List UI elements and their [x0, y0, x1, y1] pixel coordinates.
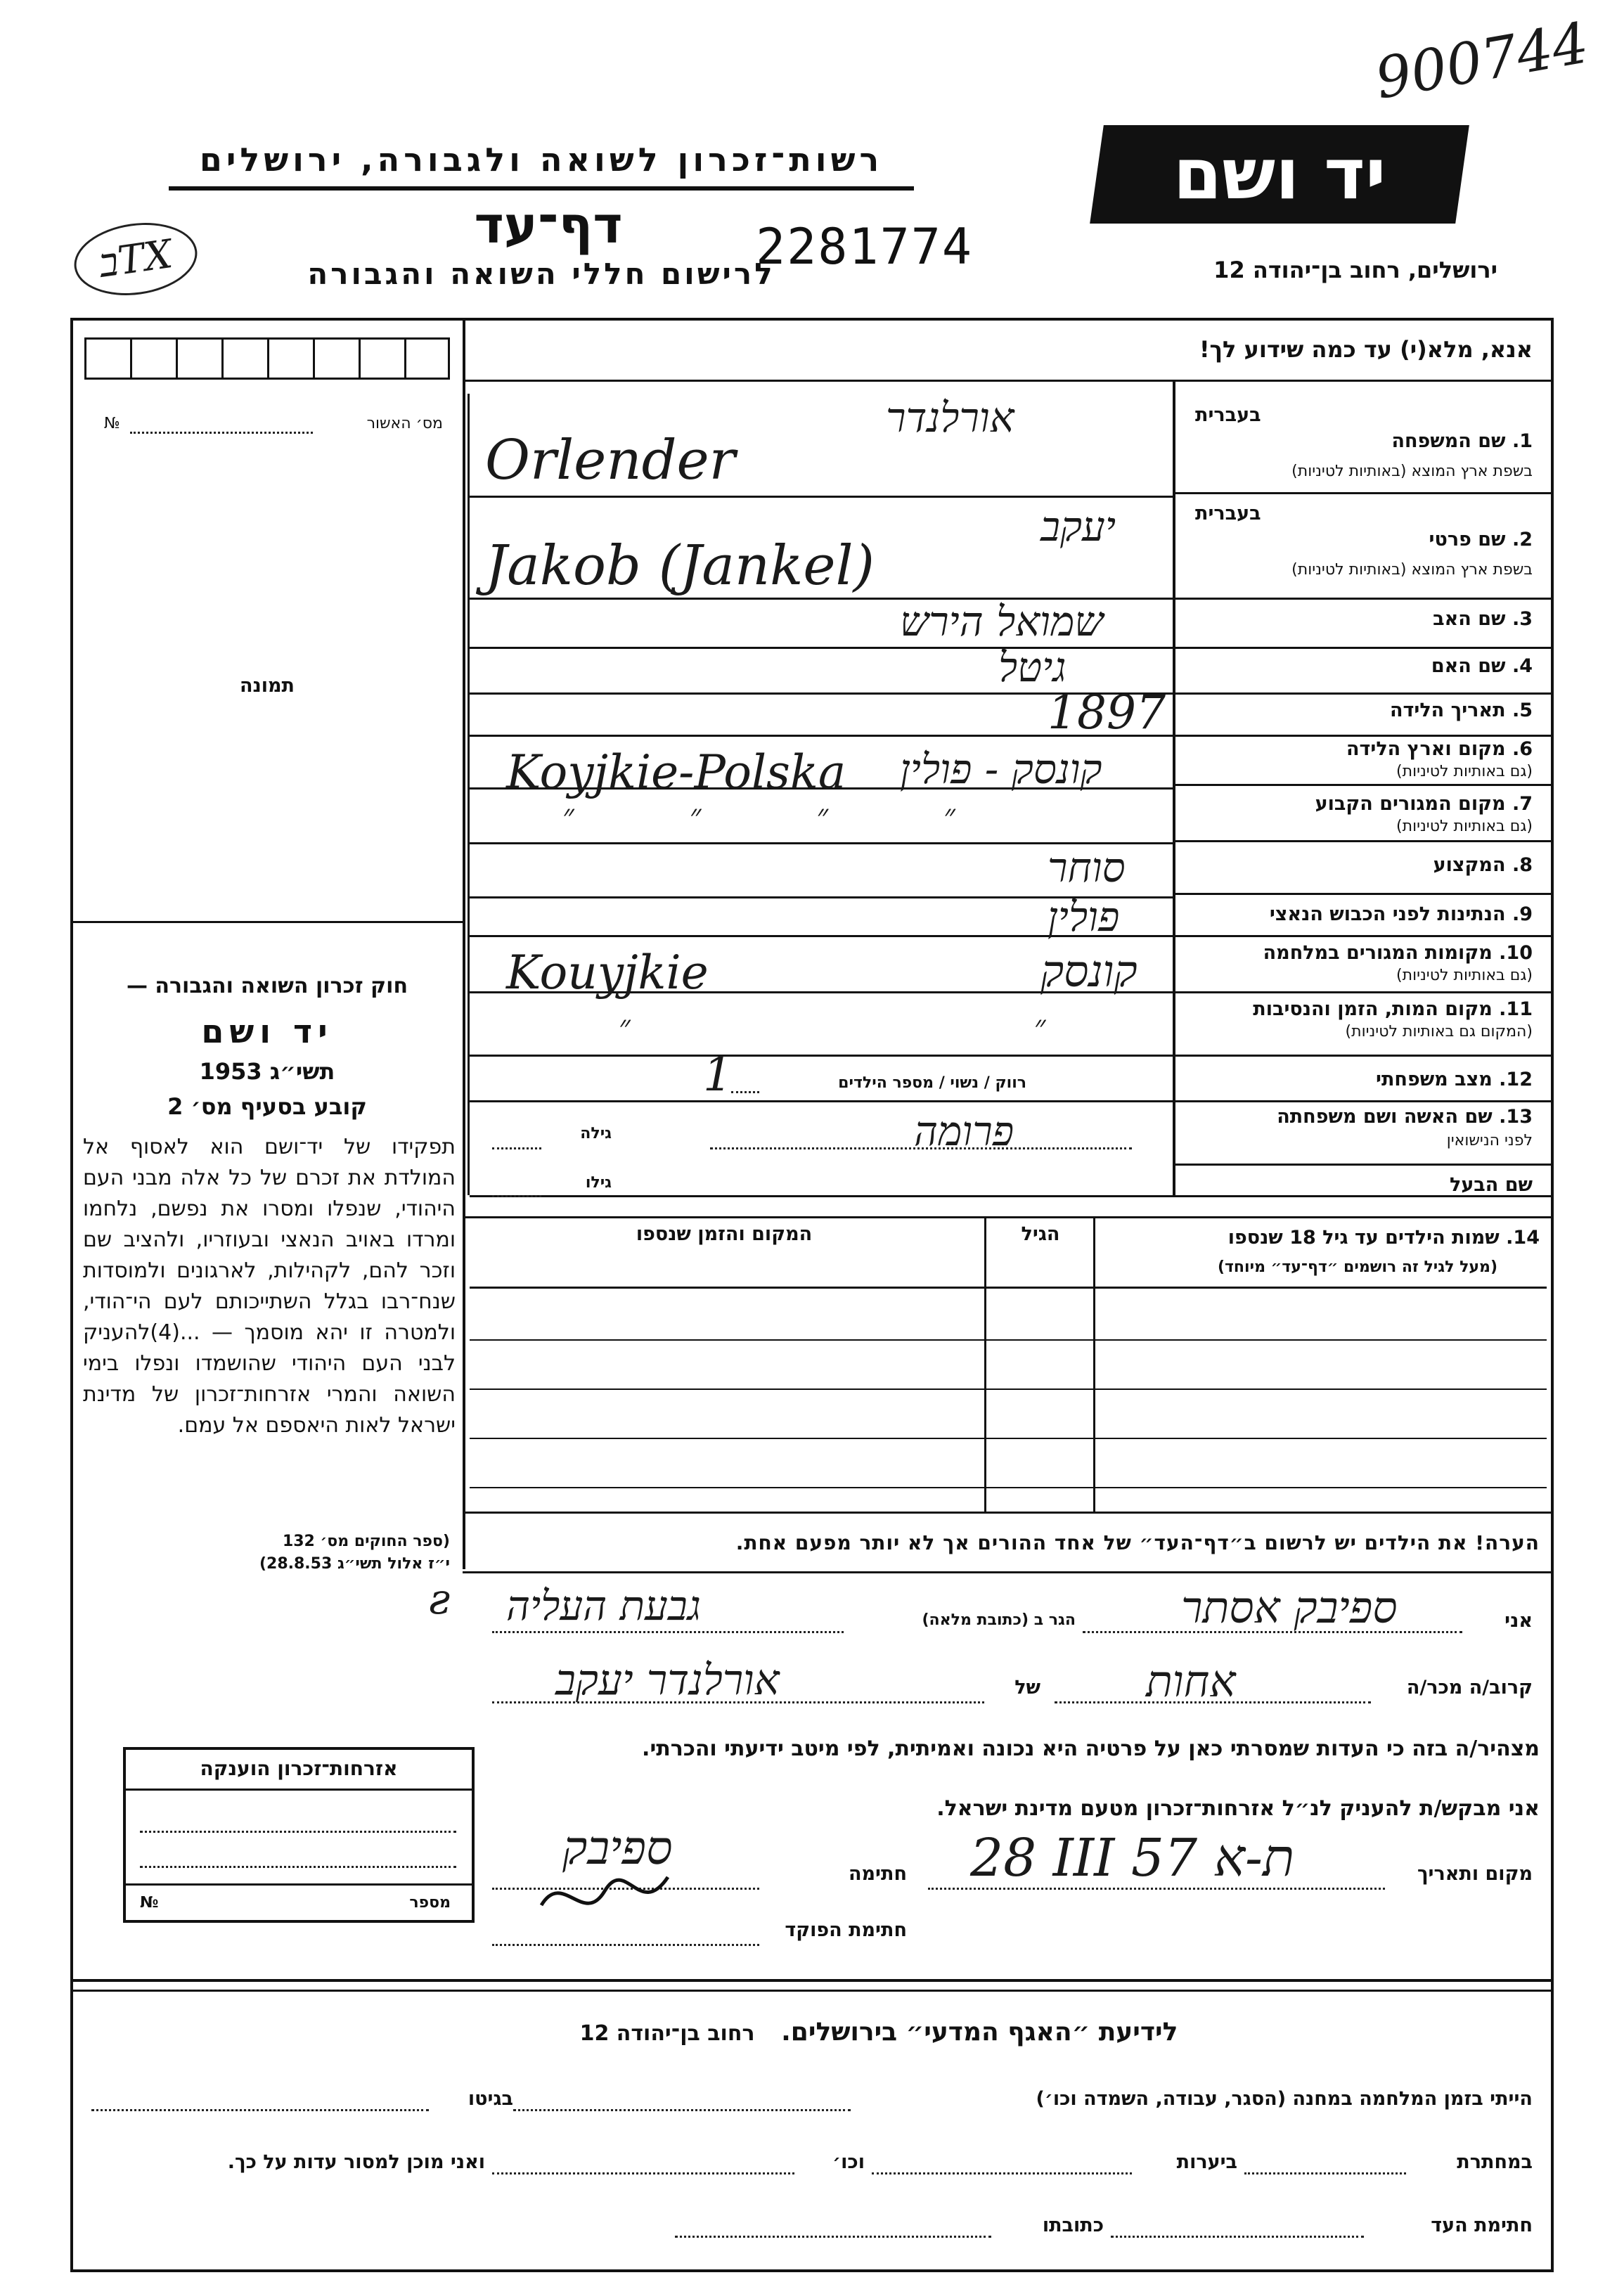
law-source-1: (ספר החוקים מס׳ 132: [282, 1533, 450, 1550]
field-4-label: 4. שם האם: [1431, 655, 1533, 677]
relation-value: אחות: [1146, 1656, 1236, 1707]
yad-vashem-logo: יד ושם: [1090, 125, 1469, 224]
field-3-label: 3. שם האב: [1433, 608, 1533, 630]
bottom-line2-b: ביערות: [1176, 2151, 1237, 2173]
citizenship-number-prefix: №: [140, 1894, 159, 1912]
husband-name-label: שם הבעל: [1449, 1174, 1533, 1196]
field-10-sub: (גם באותיות לטיניות): [1396, 967, 1533, 984]
children-place-header: המקום והזמן שנספו: [636, 1223, 813, 1245]
field-9-label: 9. הנתינות לפני הכבוש הנאצי: [1269, 903, 1533, 925]
field-11-sub: (המקום גם באותיות לטיניות): [1345, 1023, 1533, 1040]
husband-age-label: גילו: [585, 1174, 612, 1192]
org-underline: [169, 186, 914, 191]
note: הערה! את הילדים יש לרשום ב״דף־העד״ של אחד ההורים אך לא יותר מפעם אחת.: [735, 1531, 1540, 1554]
citizenship-number-label: מספר: [409, 1894, 451, 1912]
field-6-label: 6. מקום וארץ הלידה: [1346, 738, 1533, 760]
children-label: 14. שמות הילדים עד גיל 18 שנספו: [1227, 1227, 1540, 1249]
bottom-line2-c: וכו׳: [832, 2151, 865, 2173]
bottom-line3-a: חתימת העד: [1431, 2215, 1533, 2236]
handwritten-archive-number: 900744: [1370, 10, 1593, 112]
field-13-age-label: גילה: [580, 1125, 612, 1142]
field-6-sub: (גם באותיות לטיניות): [1396, 763, 1533, 780]
citizenship-box: [123, 1747, 475, 1923]
bottom-line1-label: הייתי בזמן המלחמה במחנה (הסגר, עבודה, השמדה וכו׳): [1036, 2088, 1533, 2110]
form-title: דף־עד: [474, 195, 623, 254]
field-7-label: 7. מקום המגורים הקבוע: [1315, 793, 1533, 815]
field-13-value: פרומה: [914, 1107, 1014, 1155]
signature-value: ספיבק: [562, 1821, 673, 1875]
field-2-label: 2. שם פרטי: [1429, 529, 1533, 550]
law-source-2: י״ז אלול תשי״ג 28.8.53): [259, 1555, 450, 1573]
org-line: רשות־זכרון לשואה ולגבורה, ירושלים: [199, 141, 884, 179]
children-age-header: הגיל: [1021, 1223, 1060, 1245]
declarant-name: ספיבק אסתר: [1181, 1582, 1398, 1633]
margin-note: בTX: [70, 215, 202, 303]
bottom-heading: לידיעת ״האגף המדעי״ בירושלים. רחוב בן־יהודה 12: [579, 2018, 1178, 2047]
field-10-label: 10. מקומות המגורים במלחמה: [1263, 942, 1533, 964]
field-8-label: 8. המקצוע: [1433, 854, 1533, 876]
field-13-sub: לפני הנישואין: [1446, 1132, 1533, 1149]
field-1-hebrew-value: אורלנדר: [886, 394, 1014, 442]
approval-label: מס׳ האשור: [366, 415, 443, 432]
declaration-i-label: אני: [1504, 1610, 1533, 1632]
field-11-label: 11. מקום המות, הזמן והנסיבות: [1253, 998, 1533, 1020]
field-7-value: ״ ״ ״ ״: [562, 798, 955, 834]
subject-value: אורלנדר יעקב: [555, 1656, 780, 1705]
place-date-value: 28 III 57 ת-א: [970, 1828, 1295, 1888]
address-value: גבעת העליה: [506, 1582, 701, 1630]
law-title: חוק זכרון השואה והגבורה —: [126, 974, 408, 998]
field-1-latin-value: Orlender: [485, 429, 735, 492]
field-1-lang-label: בעברית: [1195, 404, 1261, 426]
signature-scribble: [534, 1863, 675, 1926]
law-text: תפקידו של יד־ושם הוא לאסוף אל המולדת את זכרם של כל אלה מבני העם היהודי, שנפלו ומסרו את נפשם, נלחמו ומרדו באויב הנאצי ובעוזריו, ולהציב שם וזכר להם, לקהילות, לארגונים ולמוסדות שנח־רבו בגלל השתייכותם לעם הי־הודי, ולמטרה זו יהא מוסמך — ...(4)להעניק לבני העם היהודי שהושמדו ונפלו בימי השואה והמרי אזרחות־זכרון של מדינת ישראל לאות היאספם אל עמם.: [83, 1135, 456, 1438]
field-11-value: ״ ״: [619, 1009, 1046, 1045]
citizenship-box-title: אזרחות־זכרון הוענקה: [200, 1757, 398, 1780]
field-12-options: רווק / נשוי / מספר הילדים: [838, 1074, 1026, 1092]
tick-boxes: [84, 337, 450, 380]
field-3-value: שמואל הירש: [900, 598, 1104, 645]
field-10-hebrew-value: קונסק: [1040, 946, 1138, 997]
approval-no-prefix: №: [104, 415, 120, 432]
field-6-hebrew-value: קונסק - פולין: [900, 745, 1102, 793]
field-5-label: 5. תאריך הלידה: [1389, 700, 1533, 721]
instructions: אנא, מלא(י) עד כמה שידוע לך!: [1199, 336, 1533, 363]
children-sub: (מעל לגיל זה רושמים ״דף־עד״ מיוחד): [1217, 1258, 1497, 1276]
law-clause: קובע בסעיף מס׳ 2: [167, 1093, 367, 1120]
field-12-value: 1: [703, 1048, 733, 1102]
field-2-sub: בשפת ארץ המוצא (באותיות לטיניות): [1291, 561, 1533, 579]
field-8-value: סוחר: [1048, 844, 1126, 891]
field-5-value: 1897: [1048, 685, 1166, 740]
form-subtitle: לרישום חללי השואה והגבורה: [307, 257, 775, 291]
place-date-label: מקום ותאריך: [1417, 1863, 1533, 1885]
bottom-line1-end: בגיטו: [468, 2088, 513, 2110]
law-name: יד ושם: [201, 1012, 333, 1050]
photo-label: תמונה: [239, 675, 295, 697]
field-2-lang-label: בעברית: [1195, 503, 1261, 524]
residing-label: הגר ב (כתובת מלאה): [922, 1611, 1076, 1629]
margin-mark: ƨ: [429, 1575, 451, 1624]
header-address: ירושלים, רחוב בן־יהודה 12: [1213, 257, 1497, 283]
field-9-value: פולין: [1048, 893, 1120, 941]
field-6-latin-value: Koyjkie-Polska: [506, 745, 846, 799]
field-13-label: 13. שם האשה ושם משפחתה: [1277, 1106, 1533, 1128]
declaration-statement: מצהיר/ה בזה כי העדות שמסרתי כאן על פרטיה היא נכונה ואמיתית, לפי מיטב ידיעתי והכרתי.: [642, 1736, 1540, 1761]
field-1-sub: בשפת ארץ המוצא (באותיות לטיניות): [1291, 463, 1533, 480]
field-2-latin-value: Jakob (Jankel): [485, 534, 875, 598]
signature-label: חתימה: [848, 1863, 907, 1885]
bottom-line2-a: במחתרת: [1457, 2151, 1533, 2173]
declaration-request: אני מבקש/ת להעניק לנ״ל אזרחות־זכרון מטעם מדינת ישראל.: [936, 1796, 1540, 1821]
relative-label: קרוב/ה מכר/ה: [1406, 1677, 1533, 1699]
field-2-hebrew-value: יעקב: [1040, 503, 1116, 550]
of-label: של: [1014, 1677, 1040, 1699]
field-4-value: גיטל: [998, 643, 1066, 691]
form-number: 2281774: [756, 218, 974, 276]
field-1-label: 1. שם המשפחה: [1391, 430, 1533, 452]
field-10-latin-value: Kouyjkie: [506, 946, 709, 1000]
law-year: תשי״ג 1953: [199, 1058, 335, 1085]
field-12-label: 12. מצב משפחתי: [1376, 1069, 1533, 1090]
officer-signature-label: חתימת הפוקד: [785, 1919, 907, 1941]
bottom-line2-end: ואני מוכן למסור עדות על כך.: [227, 2151, 485, 2173]
bottom-line3-b: כתובתו: [1042, 2215, 1104, 2236]
field-7-sub: (גם באותיות לטיניות): [1396, 818, 1533, 835]
